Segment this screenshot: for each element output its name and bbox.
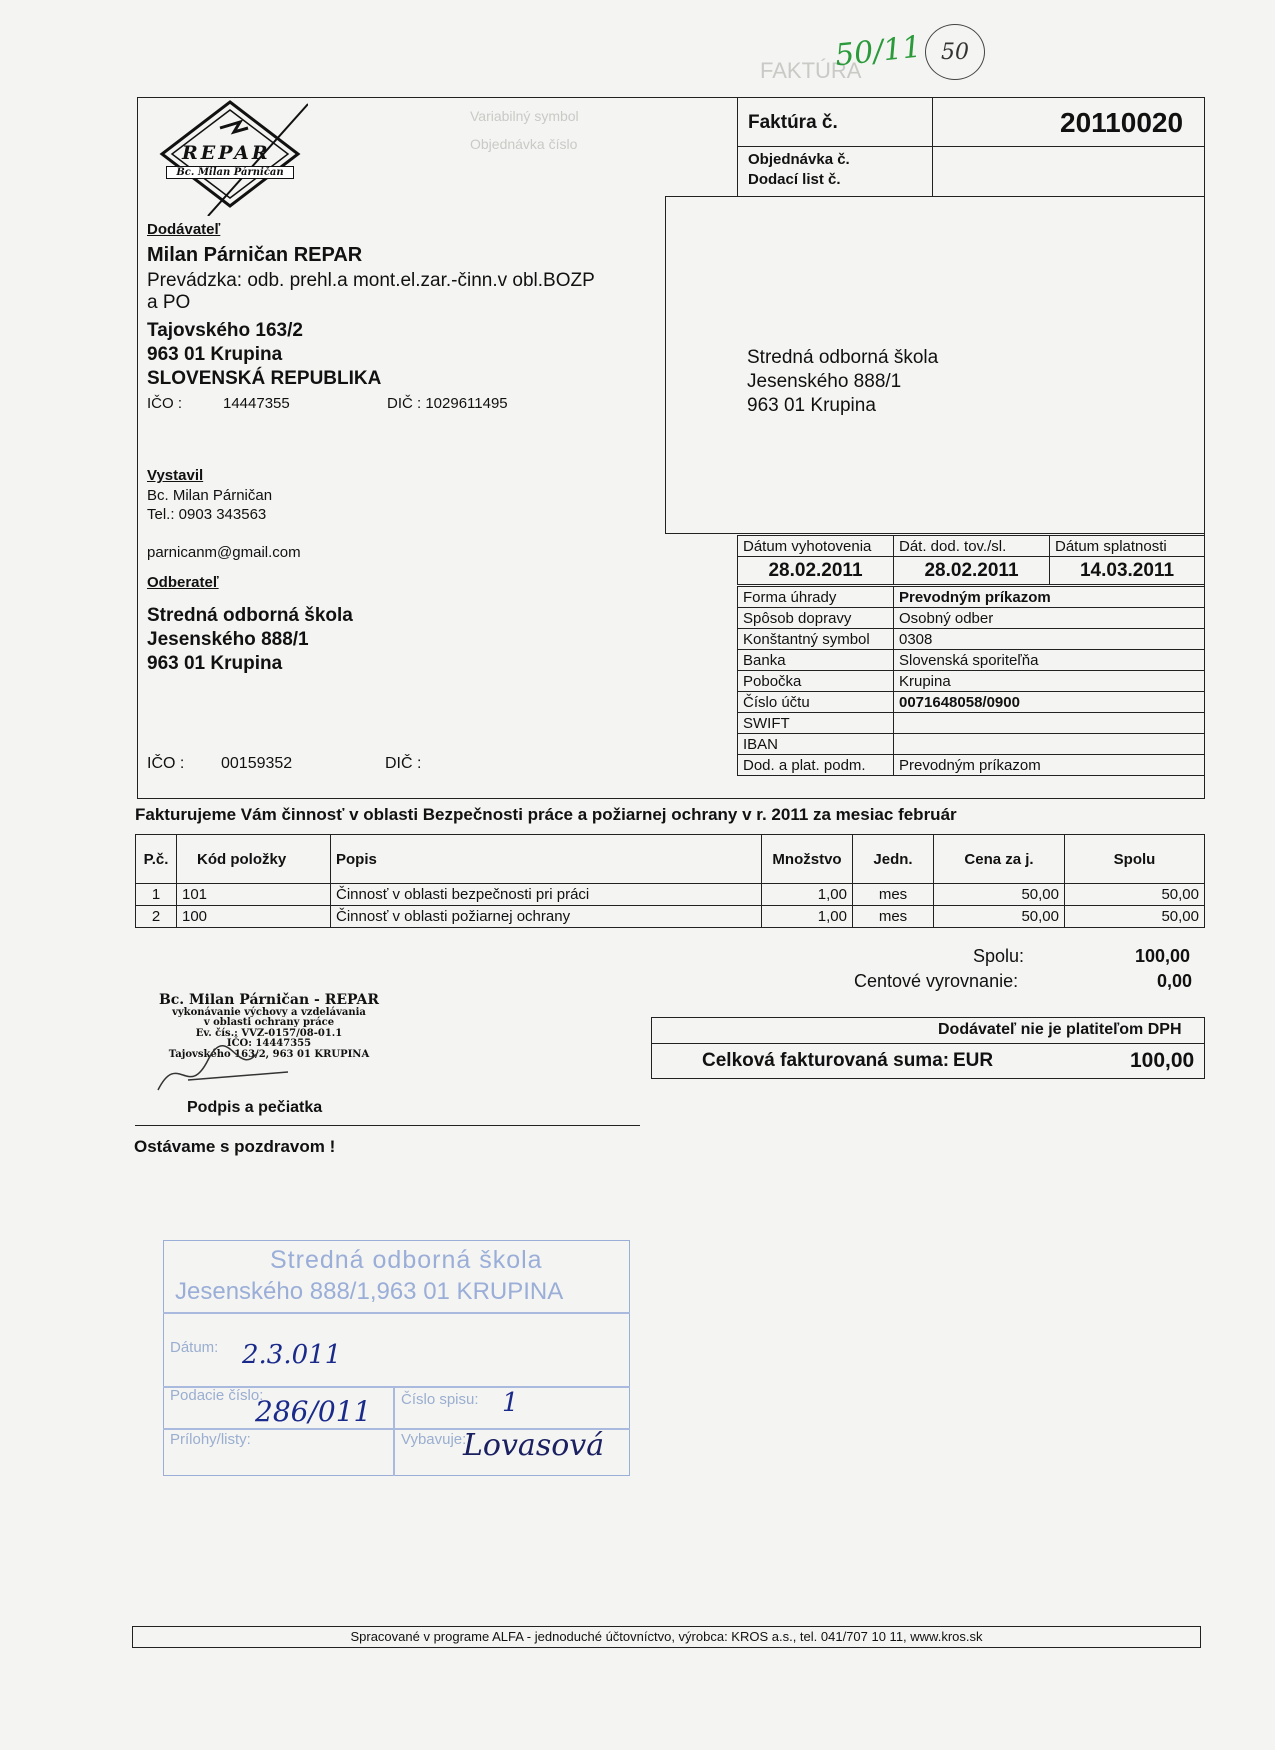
due-date-label: Dátum splatnosti bbox=[1050, 536, 1205, 557]
col-code: Kód položky bbox=[177, 835, 331, 884]
registry-stamp-address: Jesenského 888/1,963 01 KRUPINA bbox=[175, 1278, 564, 1305]
address-window-line3: 963 01 Krupina bbox=[747, 395, 876, 416]
vat-note: Dodávateľ nie je platiteľom DPH bbox=[938, 1021, 1182, 1038]
item-pc: 1 bbox=[136, 884, 177, 906]
item-desc: Činnosť v oblasti bezpečnosti pri práci bbox=[331, 884, 762, 906]
grand-total-currency: EUR bbox=[953, 1050, 994, 1071]
supplier-dic: DIČ : 1029611495 bbox=[387, 395, 508, 412]
dates-table bbox=[737, 535, 1205, 585]
delivery-note-label: Dodací list č. bbox=[748, 171, 841, 188]
payment-value: 0308 bbox=[894, 629, 1205, 650]
logo-name: REPAR bbox=[182, 142, 271, 164]
col-total: Spolu bbox=[1065, 835, 1205, 884]
supplier-ico: 14447355 bbox=[223, 395, 290, 412]
customer-name: Stredná odborná škola bbox=[147, 605, 353, 626]
item-price: 50,00 bbox=[934, 906, 1065, 928]
invoice-number: 20110020 bbox=[1060, 107, 1184, 138]
item-price: 50,00 bbox=[934, 884, 1065, 906]
registry-file-value: 1 bbox=[502, 1388, 519, 1418]
rounding-value: 0,00 bbox=[1157, 971, 1193, 991]
issuer-email: parnicanm@gmail.com bbox=[147, 544, 301, 561]
payment-table bbox=[737, 586, 1205, 776]
customer-ico: 00159352 bbox=[221, 755, 293, 772]
payment-label: Banka bbox=[738, 650, 894, 671]
payment-value: Prevodným príkazom bbox=[894, 587, 1205, 608]
registry-handler-label: Vybavuje: bbox=[401, 1431, 467, 1448]
customer-heading: Odberateľ bbox=[147, 574, 219, 591]
table-row bbox=[136, 906, 1205, 928]
registry-attachments-label: Prílohy/listy: bbox=[170, 1431, 251, 1448]
customer-street: Jesenského 888/1 bbox=[147, 629, 309, 650]
payment-row bbox=[738, 650, 1205, 671]
item-desc: Činnosť v oblasti požiarnej ochrany bbox=[331, 906, 762, 928]
address-window-line1: Stredná odborná škola bbox=[747, 347, 939, 368]
payment-value: Slovenská sporiteľňa bbox=[894, 650, 1205, 671]
sum-value: 100,00 bbox=[1135, 946, 1191, 966]
customer-city: 963 01 Krupina bbox=[147, 653, 283, 674]
payment-value: 0071648058/0900 bbox=[894, 692, 1205, 713]
customer-dic-label: DIČ : bbox=[385, 755, 422, 772]
payment-value: Osobný odber bbox=[894, 608, 1205, 629]
item-code: 100 bbox=[177, 906, 331, 928]
registry-date-label: Dátum: bbox=[170, 1339, 219, 1356]
supplier-street: Tajovského 163/2 bbox=[147, 320, 303, 341]
item-code: 101 bbox=[177, 884, 331, 906]
due-date: 14.03.2011 bbox=[1050, 557, 1205, 585]
payment-row bbox=[738, 734, 1205, 755]
logo-subtitle: Bc. Milan Párničan bbox=[166, 166, 294, 179]
address-window-line2: Jesenského 888/1 bbox=[747, 371, 902, 392]
item-total: 50,00 bbox=[1065, 906, 1205, 928]
col-price: Cena za j. bbox=[934, 835, 1065, 884]
billing-text: Fakturujeme Vám činnosť v oblasti Bezpečnosti práce a požiarnej ochrany v r. 2011 za mesiac február bbox=[135, 805, 957, 824]
registry-date-value: 2.3.011 bbox=[242, 1340, 342, 1370]
payment-row bbox=[738, 755, 1205, 776]
grand-total-value: 100,00 bbox=[1130, 1049, 1195, 1072]
issue-date-label: Dátum vyhotovenia bbox=[738, 536, 894, 557]
payment-row bbox=[738, 587, 1205, 608]
greeting: Ostávame s pozdravom ! bbox=[134, 1137, 336, 1156]
col-qty: Množstvo bbox=[762, 835, 853, 884]
payment-row bbox=[738, 629, 1205, 650]
col-pc: P.č. bbox=[136, 835, 177, 884]
supplier-name: Milan Párničan REPAR bbox=[147, 244, 363, 266]
registry-file-label: Číslo spisu: bbox=[401, 1391, 479, 1408]
signature-scribble bbox=[148, 1040, 308, 1100]
registry-filing-label: Podacie číslo: bbox=[170, 1387, 264, 1404]
item-qty: 1,00 bbox=[762, 884, 853, 906]
payment-row bbox=[738, 608, 1205, 629]
payment-value: Prevodným príkazom bbox=[894, 755, 1205, 776]
handwritten-circled-number: 50 bbox=[925, 24, 985, 80]
payment-label: Forma úhrady bbox=[738, 587, 894, 608]
company-stamp-line3: v oblasti ochrany práce bbox=[203, 1017, 335, 1029]
registry-stamp-title: Stredná odborná škola bbox=[270, 1246, 543, 1274]
issuer-heading: Vystavil bbox=[147, 467, 204, 484]
supplier-country: SLOVENSKÁ REPUBLIKA bbox=[147, 368, 382, 389]
item-unit: mes bbox=[853, 884, 934, 906]
col-unit: Jedn. bbox=[853, 835, 934, 884]
payment-label: Pobočka bbox=[738, 671, 894, 692]
order-label: Objednávka č. bbox=[748, 151, 850, 168]
signature-label: Podpis a pečiatka bbox=[187, 1099, 323, 1116]
registry-handler-value: Lovasová bbox=[463, 1428, 605, 1463]
company-stamp-line5: IČO: 14447355 bbox=[226, 1038, 312, 1050]
repar-logo bbox=[148, 98, 308, 216]
registry-filing-value: 286/011 bbox=[255, 1395, 372, 1428]
payment-label: IBAN bbox=[738, 734, 894, 755]
company-stamp-line1: Bc. Milan Párničan - REPAR bbox=[158, 992, 380, 1008]
payment-row bbox=[738, 671, 1205, 692]
col-desc: Popis bbox=[331, 835, 762, 884]
item-unit: mes bbox=[853, 906, 934, 928]
payment-row bbox=[738, 692, 1205, 713]
items-table bbox=[135, 834, 1205, 928]
payment-row bbox=[738, 713, 1205, 734]
invoice-label: Faktúra č. bbox=[748, 112, 838, 133]
supplier-ico-label: IČO : bbox=[147, 395, 183, 412]
footer-text: Spracované v programe ALFA - jednoduché účtovníctvo, výrobca: KROS a.s., tel. 041/707 10 11, www.kros.sk bbox=[350, 1629, 983, 1644]
payment-value bbox=[894, 734, 1205, 755]
payment-label: Konštantný symbol bbox=[738, 629, 894, 650]
issue-date: 28.02.2011 bbox=[738, 557, 894, 585]
rounding-label: Centové vyrovnanie: bbox=[854, 971, 1019, 991]
supplier-heading: Dodávateľ bbox=[147, 221, 221, 238]
company-stamp-line6: Tajovského 163/2, 963 01 KRUPINA bbox=[168, 1048, 370, 1060]
supplier-operation-2: a PO bbox=[147, 292, 191, 313]
delivery-date-label: Dát. dod. tov./sl. bbox=[894, 536, 1050, 557]
supplier-operation: Prevádzka: odb. prehl.a mont.el.zar.-činn.v obl.BOZP bbox=[147, 270, 595, 291]
grand-total-label: Celková fakturovaná suma: bbox=[702, 1050, 950, 1071]
payment-label: Dod. a plat. podm. bbox=[738, 755, 894, 776]
company-stamp-line4: Ev. čís.: VVZ-0157/08-01.1 bbox=[195, 1027, 343, 1039]
item-qty: 1,00 bbox=[762, 906, 853, 928]
payment-label: SWIFT bbox=[738, 713, 894, 734]
handwritten-number: 50/11 bbox=[833, 29, 924, 74]
item-total: 50,00 bbox=[1065, 884, 1205, 906]
sum-label: Spolu: bbox=[973, 946, 1025, 966]
customer-ico-label: IČO : bbox=[147, 755, 185, 772]
item-pc: 2 bbox=[136, 906, 177, 928]
payment-value: Krupina bbox=[894, 671, 1205, 692]
company-stamp-line2: vykonávanie výchovy a vzdelávania bbox=[172, 1006, 366, 1018]
payment-label: Číslo účtu bbox=[738, 692, 894, 713]
delivery-date: 28.02.2011 bbox=[894, 557, 1050, 585]
table-row bbox=[136, 884, 1205, 906]
payment-value bbox=[894, 713, 1205, 734]
supplier-city: 963 01 Krupina bbox=[147, 344, 283, 365]
issuer-phone: Tel.: 0903 343563 bbox=[147, 506, 267, 523]
issuer-name: Bc. Milan Párničan bbox=[147, 487, 273, 504]
payment-label: Spôsob dopravy bbox=[738, 608, 894, 629]
